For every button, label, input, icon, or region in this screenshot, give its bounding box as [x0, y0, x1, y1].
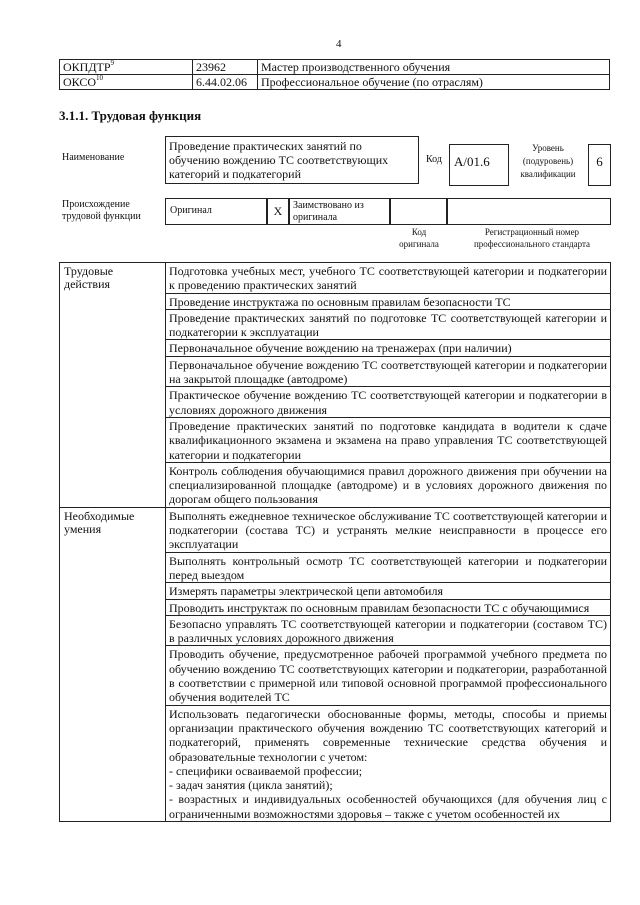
level-box: 6 [588, 144, 611, 186]
table-cell [166, 705, 611, 821]
table-cell: Проводить инструктаж по основным правилам безопасности ТС с обучающимися [166, 599, 611, 615]
table-cell: Проведение практических занятий по подготовке ТС соответствующей категории и подкатегории к эксплуатации [166, 309, 611, 340]
level-label: Уровень (подуровень) квалификации [520, 143, 576, 179]
origin-label: Происхождение трудовой функции [62, 199, 141, 222]
section-head: Трудовые действия [60, 263, 166, 508]
function-code-box: A/01.6 [449, 144, 509, 186]
table-cell: Выполнять ежедневное техническое обслуживание ТС соответствующей категории и подкатегории (состава ТС) и устранять мелкие неисправности в процессе его эксплуатации [166, 507, 611, 552]
table-cell: Подготовка учебных мест, учебного ТС соответствующей категории и подкатегории к проведению практических занятий [166, 263, 611, 294]
name-label: Наименование [62, 152, 125, 163]
table-cell: Практическое обучение вождению ТС соответствующей категории и подкатегории в условиях дорожного движения [166, 387, 611, 418]
origin-code-caption: Код оригинала [399, 227, 439, 249]
list-item: - специфики осваиваемой профессии; [169, 763, 363, 778]
section-title: 3.1.1. Трудовая функция [59, 108, 202, 123]
classifier-name: Профессиональное обучение (по отраслям) [258, 75, 610, 90]
classifier-row [60, 75, 610, 90]
table-cell: Первоначальное обучение вождению ТС соответствующей категории и подкатегории на закрытой площадке (автодроме) [166, 356, 611, 387]
table-row [60, 263, 611, 294]
table-cell: Контроль соблюдения обучающимися правил дорожного движения при обучении на специализированной площадке (автодроме) и в условиях дорожного движения по дорогам общего пользования [166, 462, 611, 507]
cell-text: Использовать педагогически обоснованные формы, методы, способы и приемы организации практического обучения вождению ТС соответствующих категорий и подкатегорий, применять современные технические средства обучения и образовательные технологии с учетом: [169, 706, 607, 764]
classifier-row [60, 60, 610, 75]
table-cell: Выполнять контрольный осмотр ТС соответствующей категории и подкатегории перед выездом [166, 552, 611, 583]
page-number: 4 [336, 38, 342, 50]
list-item: - задач занятия (цикла занятий); [169, 778, 333, 793]
table-cell: Проводить обучение, предусмотренное рабочей программой учебного предмета по обучению вождению ТС соответствующих категории и подкатегории, разработанной в соответствии с примерной или типовой основной программой профессионального обучения водителей ТС [166, 646, 611, 705]
table-cell: Безопасно управлять ТС соответствующей категории и подкатегории (составом ТС) в различных условиях дорожного движения [166, 615, 611, 646]
classifier-table [59, 59, 610, 90]
borrowed-box: Заимствовано из оригинала [289, 198, 390, 225]
classifier-code: 23962 [193, 60, 258, 75]
table-cell: Измерять параметры электрической цепи автомобиля [166, 583, 611, 599]
origin-code-box [390, 198, 447, 225]
classifier-code: 6.44.02.06 [193, 75, 258, 90]
original-mark-box: X [267, 198, 289, 225]
classifier-name: Мастер производственного обучения [258, 60, 610, 75]
section-head: Необходимые умения [60, 507, 166, 821]
classifier-label: ОКПДТР$^9$ [60, 60, 193, 75]
table-cell: Проведение практических занятий по подготовке кандидата в водители к сдаче квалификационного экзамена и экзамена на право управления ТС соответствующей категории и подкатегории [166, 417, 611, 462]
function-table [59, 262, 611, 822]
table-cell: Проведение инструктажа по основным правилам безопасности ТС [166, 293, 611, 309]
registration-box [447, 198, 611, 225]
table-cell: Первоначальное обучение вождению на тренажерах (при наличии) [166, 340, 611, 356]
table-row [60, 507, 611, 552]
list-item: - возрастных и индивидуальных особенностей обучающихся (для обучения лиц с ограниченными возможностями здоровья – также с учетом особенностей их [169, 792, 607, 821]
original-box: Оригинал [165, 198, 267, 225]
classifier-label: ОКСО$^{10}$ [60, 75, 193, 90]
registration-caption: Регистрационный номер профессионального стандарта [473, 227, 591, 249]
code-label: Код [426, 154, 442, 165]
function-name-box: Проведение практических занятий по обучению вождению ТС соответствующих категорий и подкатегорий [165, 136, 419, 184]
